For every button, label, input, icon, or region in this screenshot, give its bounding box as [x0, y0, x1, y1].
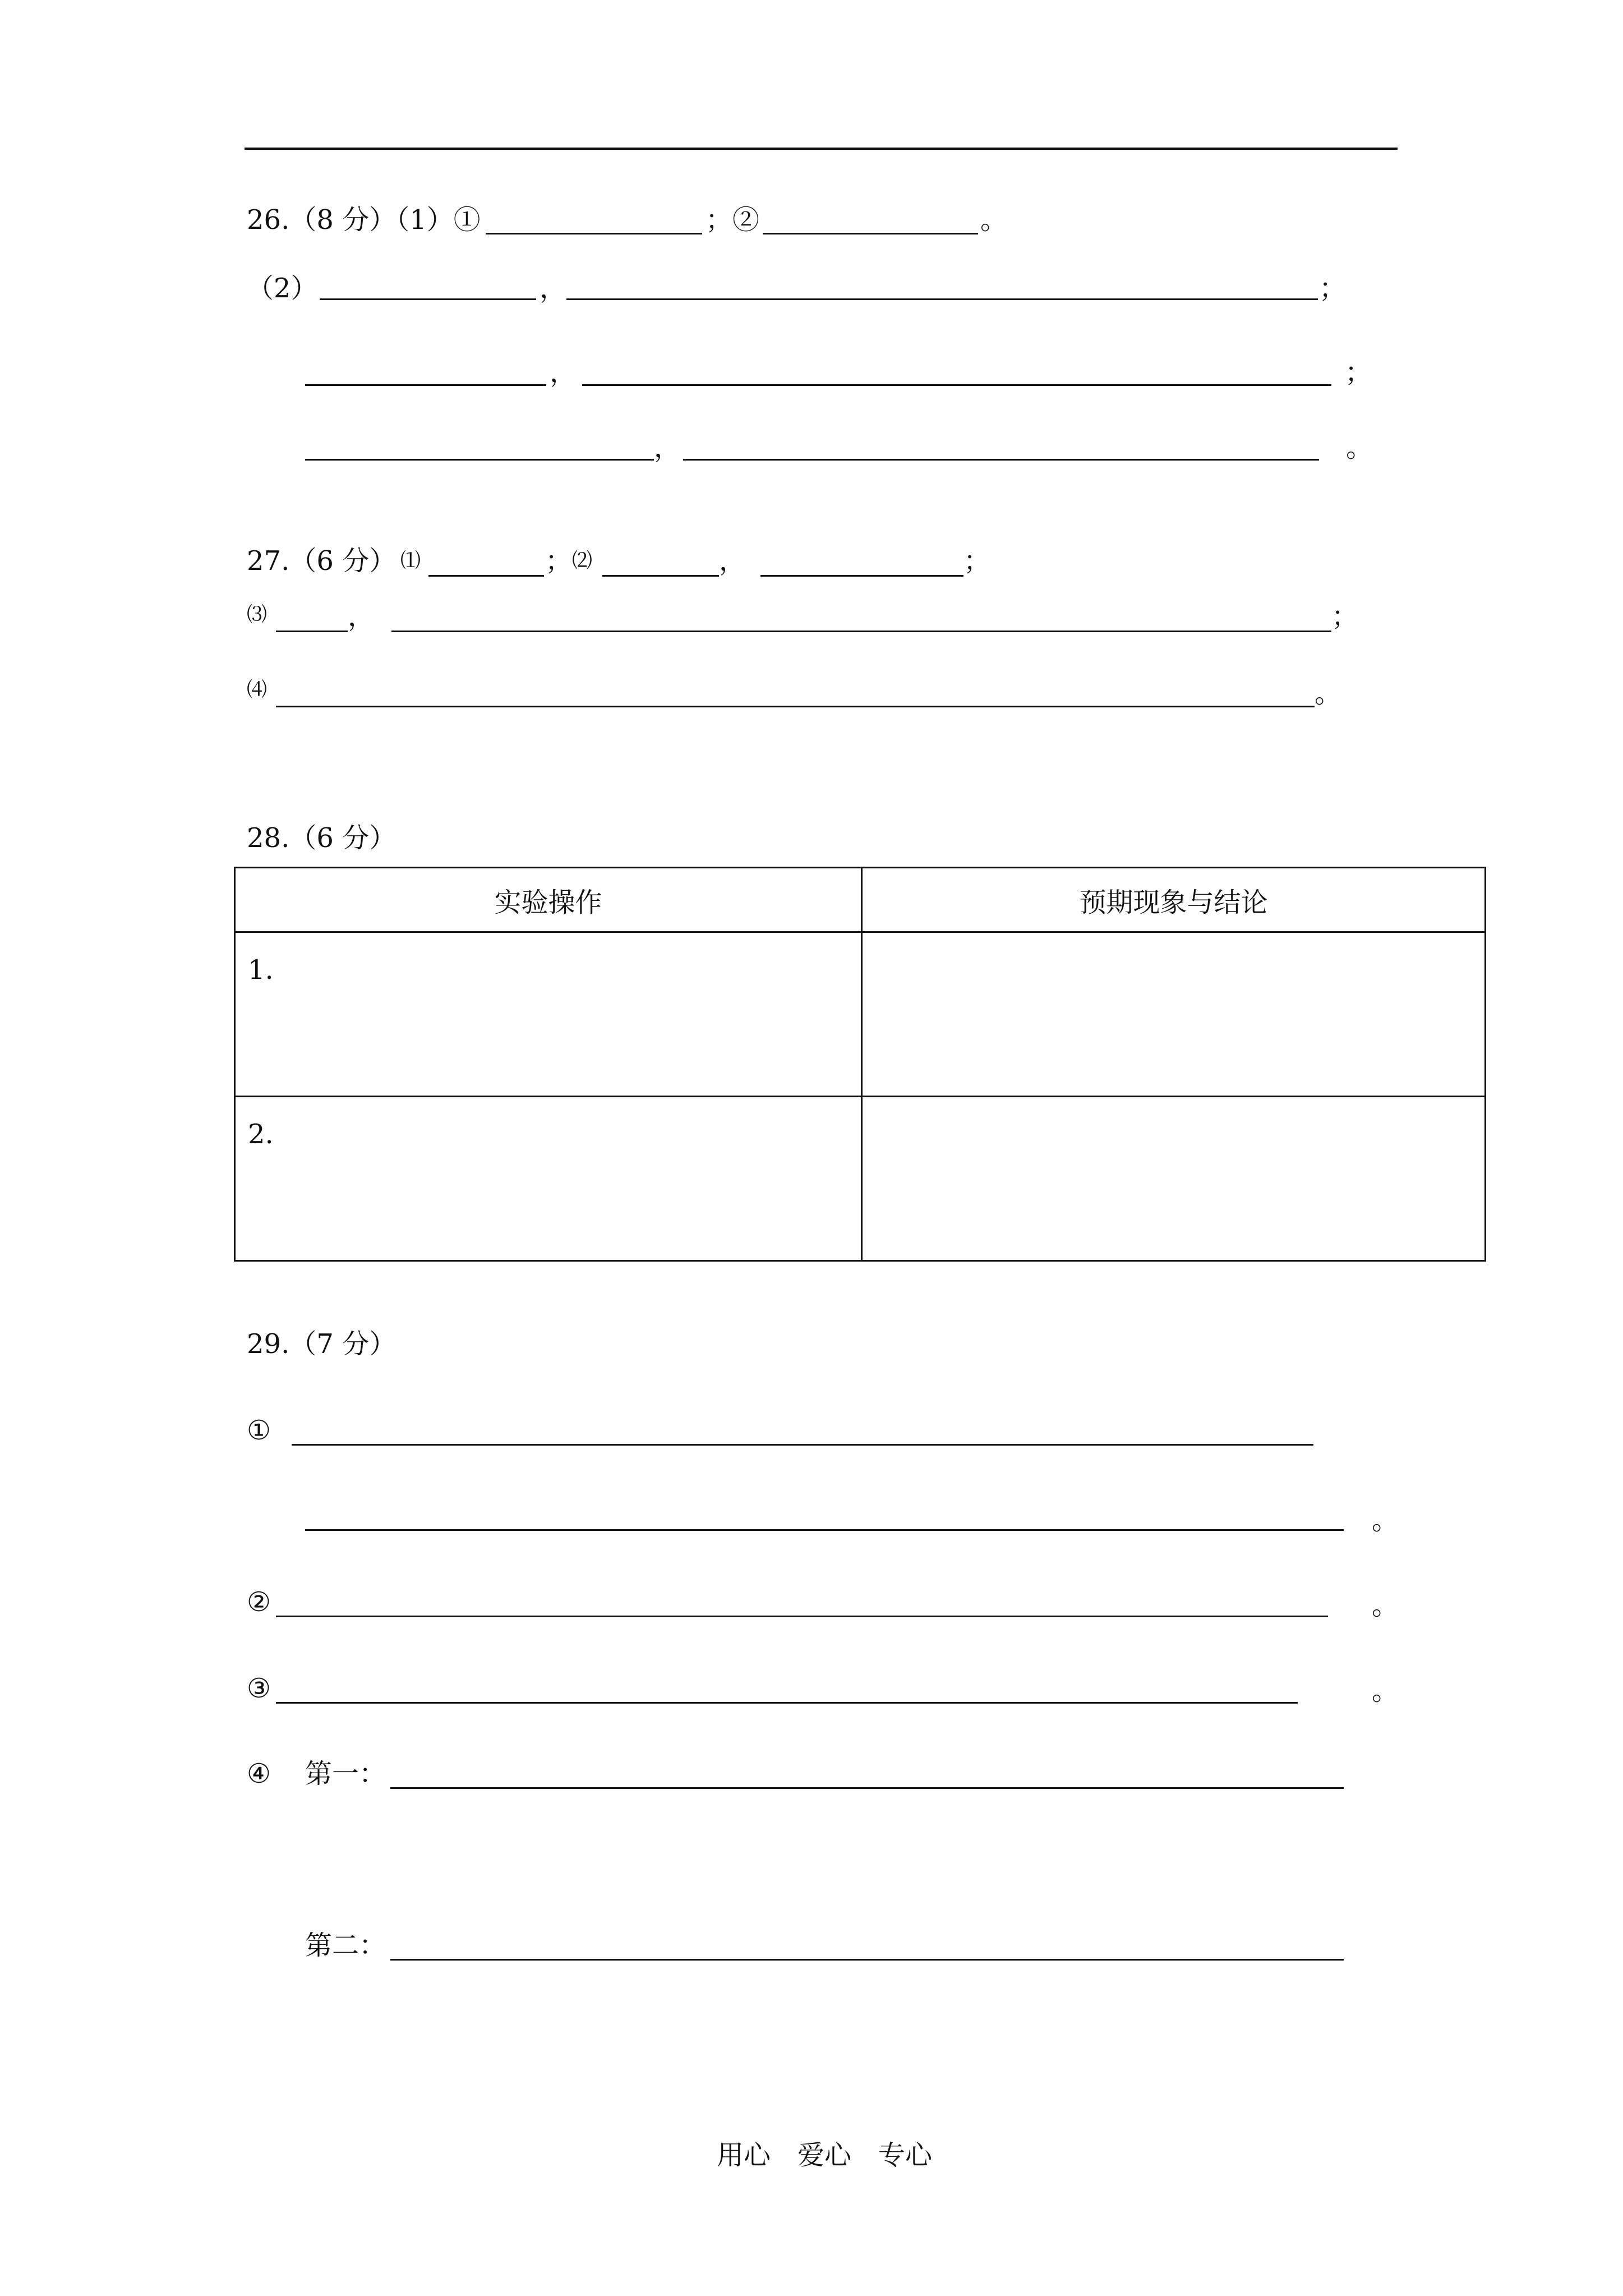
comma: ， — [540, 273, 567, 304]
q27-blank-3a[interactable] — [276, 631, 348, 632]
table-row — [235, 1097, 1486, 1261]
q29-marker-1: ① — [247, 1415, 271, 1446]
q27-part-4-label: ⑷ — [247, 678, 268, 701]
semicolon: ； — [1331, 601, 1359, 632]
q29-blank-1a[interactable] — [292, 1444, 1313, 1446]
q29-marker-4: ④ — [247, 1758, 271, 1789]
period: 。 — [1346, 432, 1373, 463]
q26-blank-2-1a[interactable] — [320, 298, 536, 300]
period: 。 — [1372, 1675, 1399, 1706]
semicolon: ； — [545, 545, 573, 577]
q27-blank-2b[interactable] — [760, 575, 963, 577]
q26-end: 。 — [980, 204, 1008, 236]
q26-blank-2-1b[interactable] — [566, 298, 1318, 300]
q29-blank-second[interactable] — [390, 1959, 1344, 1961]
table-header-result: 预期现象与结论 — [862, 868, 1486, 932]
q27-label: 27.（6 分） — [247, 545, 396, 577]
row-number: 2. — [248, 1119, 274, 1150]
q29-marker-3: ③ — [247, 1673, 271, 1704]
table-row — [235, 932, 1486, 1097]
q26-blank-2-3b[interactable] — [683, 459, 1319, 461]
table-header-row — [235, 868, 1486, 932]
q26-part-2-label: （2） — [247, 273, 318, 304]
q27-blank-2a[interactable] — [602, 575, 719, 577]
semicolon: ； — [1319, 273, 1347, 304]
q29-label: 29.（7 分） — [247, 1328, 396, 1360]
table-cell-result[interactable] — [862, 932, 1486, 1097]
q26-blank-2-2a[interactable] — [305, 384, 546, 386]
q27-blank-4[interactable] — [276, 706, 1315, 707]
period: 。 — [1372, 1504, 1399, 1536]
table-cell-result[interactable] — [862, 1097, 1486, 1261]
q29-blank-first[interactable] — [390, 1787, 1344, 1789]
q27-part-2-label: ⑵ — [572, 549, 593, 572]
q26-blank-1-2[interactable] — [763, 233, 978, 234]
comma: ， — [719, 545, 746, 577]
table-cell-operation[interactable] — [235, 932, 862, 1097]
comma: ， — [348, 601, 375, 632]
q26-sep: ；② — [706, 204, 760, 236]
semicolon: ； — [963, 545, 991, 577]
q29-blank-1b[interactable] — [305, 1529, 1344, 1531]
q28-label: 28.（6 分） — [247, 822, 396, 854]
q29-first-label: 第一： — [305, 1758, 386, 1789]
period: 。 — [1315, 678, 1342, 709]
q26-label: 26.（8 分）（1）① — [247, 204, 481, 236]
q26-blank-2-2b[interactable] — [582, 384, 1331, 386]
q27-blank-3b[interactable] — [391, 631, 1331, 632]
header-rule — [245, 148, 1398, 150]
q26-blank-1-1[interactable] — [486, 233, 702, 234]
comma: ， — [654, 432, 681, 463]
q28-table — [234, 867, 1486, 1262]
q29-blank-2[interactable] — [276, 1616, 1328, 1617]
table-header-operation: 实验操作 — [235, 868, 862, 932]
q27-blank-1[interactable] — [428, 575, 544, 577]
row-number: 1. — [248, 954, 274, 986]
q26-blank-2-3a[interactable] — [305, 459, 654, 461]
semicolon: ； — [1345, 357, 1372, 388]
page-footer: 用心 爱心 专心 — [717, 2139, 933, 2171]
comma: ， — [550, 357, 577, 388]
q29-blank-3[interactable] — [276, 1702, 1298, 1704]
q29-marker-2: ② — [247, 1586, 271, 1618]
period: 。 — [1372, 1590, 1399, 1621]
q27-part-3-label: ⑶ — [247, 603, 268, 626]
q29-second-label: 第二： — [305, 1930, 386, 1961]
table-cell-operation[interactable] — [235, 1097, 862, 1261]
q27-part-1-label: ⑴ — [400, 549, 421, 572]
